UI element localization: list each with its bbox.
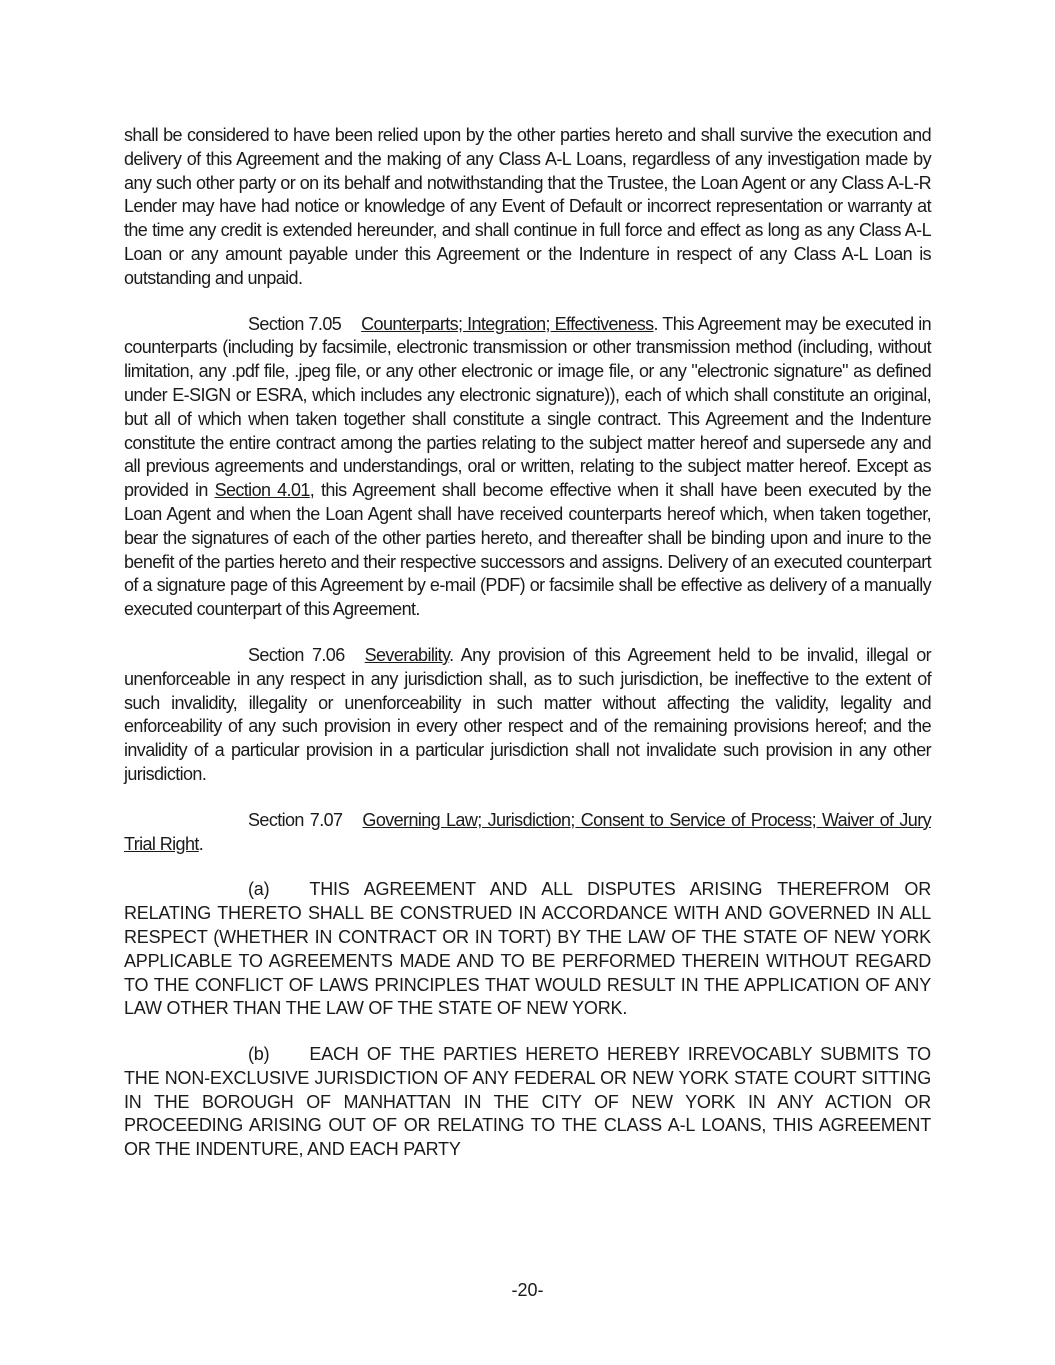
section-number: Section 7.06 bbox=[248, 644, 345, 665]
section-number: Section 7.05 bbox=[248, 313, 342, 334]
subsection-b bbox=[124, 1043, 931, 1162]
paragraph-continuation: shall be considered to have been relied upon by the other parties hereto and shall survive the execution and delivery of this Agreement and the making of any Class A-L Loans, regardless of any investigation made by any such other party or on its behalf and notwithstanding that the Trustee, the Loan Agent or any Class A-L-R Lender may have had notice or knowledge of any Event of Default or incorrect representation or warranty at the time any credit is extended hereunder, and shall continue in full force and effect as long as any Class A-L Loan or any amount payable under this Agreement or the Indenture in respect of any Class A-L Loan is outstanding and unpaid. bbox=[124, 125, 931, 288]
subsection-label: (b) bbox=[248, 1044, 270, 1065]
section-body-continued: , this Agreement shall become effective when it shall have been executed by the Loan Agent and when the Loan Agent shall have received counterparts hereof which, when taken together, bear the signatures of each of the other parties hereto, and thereafter shall be binding upon and inure to the benefit of the parties hereto and their respective successors and assigns. Delivery of an executed counterpart of a signature page of this Agreement by e-mail (PDF) or facsimile shall be effective as delivery of a manually executed counterpart of this Agreement. bbox=[124, 480, 932, 620]
title-suffix: . bbox=[198, 833, 204, 854]
section-body: Any provision of this Agreement held to be invalid, illegal or unenforceable in any respect in any jurisdiction shall, as to such jurisdiction, be ineffective to the extent of such invalidity, illegality or unenforceability in such matter without affecting the validity, legality and enforceability of any such provision in every other respect and of the remaining provisions hereof; and the invalidity of a particular provision in a particular jurisdiction shall not invalidate such provision in any other jurisdiction. bbox=[124, 644, 931, 784]
page-number: -20- bbox=[511, 1280, 544, 1300]
title-suffix: . bbox=[653, 313, 658, 334]
document-page bbox=[124, 124, 931, 1184]
section-reference-link[interactable]: Section 4.01 bbox=[214, 480, 310, 501]
section-number: Section 7.07 bbox=[248, 809, 343, 830]
section-title: Counterparts; Integration; Effectiveness bbox=[361, 313, 654, 334]
title-suffix: . bbox=[449, 644, 454, 665]
subsection-a bbox=[124, 878, 931, 1021]
section-7-06 bbox=[124, 644, 931, 787]
subsection-text: THIS AGREEMENT AND ALL DISPUTES ARISING THEREFROM OR RELATING THERETO SHALL BE CONSTRUED IN ACCORDANCE WITH AND GOVERNED IN ALL RESPECT (WHETHER IN CONTRACT OR IN TORT) BY THE LAW OF THE STATE OF NEW YORK APPLICABLE TO AGREEMENTS MADE AND TO BE PERFORMED THEREIN WITHOUT REGARD TO THE CONFLICT OF LAWS PRINCIPLES THAT WOULD RESULT IN THE APPLICATION OF ANY LAW OTHER THAN THE LAW OF THE STATE OF NEW YORK. bbox=[124, 879, 931, 1019]
section-title: Severability bbox=[364, 644, 450, 665]
subsection-text: EACH OF THE PARTIES HERETO HEREBY IRREVOCABLY SUBMITS TO THE NON-EXCLUSIVE JURISDICTION OF ANY FEDERAL OR NEW YORK STATE COURT SITTING IN THE BOROUGH OF MANHATTAN IN THE CITY OF NEW YORK IN ANY ACTION OR PROCEEDING ARISING OUT OF OR RELATING TO THE CLASS A-L LOANS, THIS AGREEMENT OR THE INDENTURE, AND EACH PARTY bbox=[124, 1044, 931, 1160]
section-title: Governing Law; Jurisdiction; Consent to Service of Process; Waiver of Jury Trial Right bbox=[124, 809, 931, 854]
subsection-label: (a) bbox=[248, 879, 270, 900]
section-7-05 bbox=[124, 313, 931, 622]
section-body: This Agreement may be executed in counterparts (including by facsimile, electronic transmission or other transmission method (including, without limitation, any .pdf file, .jpeg file, or any other electronic or image file, or any "electronic signature" as defined under E-SIGN or ESRA, which includes any electronic signature)), each of which shall constitute an original, but all of which when taken together shall constitute a single contract. This Agreement and the Indenture constitute the entire contract among the parties relating to the subject matter hereof and supersede any and all previous agreements and understandings, oral or written, relating to the subject matter hereof. Except as provided in bbox=[124, 313, 932, 501]
section-7-07 bbox=[124, 809, 931, 857]
